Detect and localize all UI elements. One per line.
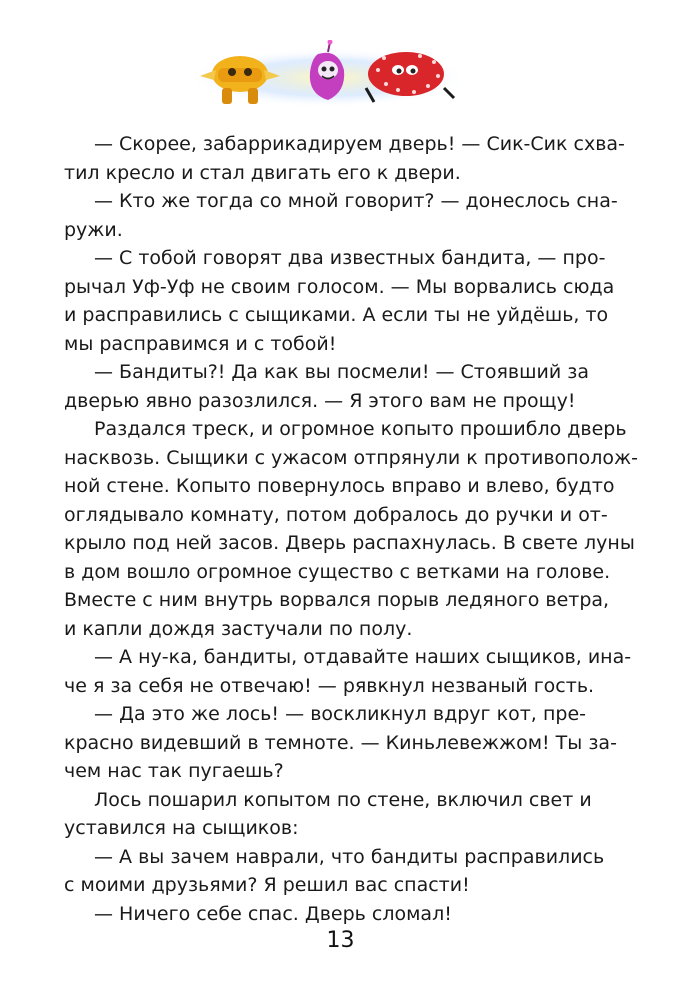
text-line: — А ну-ка, бандиты, отдавайте наших сыщиков, ина-	[94, 646, 632, 668]
text-line: дверью явно разозлился. — Я этого вам не прощу!	[64, 389, 576, 412]
text-line: и капли дождя застучали по полу.	[64, 617, 413, 640]
text-line: красно видевший в темноте. — Киньлевежжом! Ты за-	[64, 731, 617, 754]
text-line: че я за себя не отвечаю! — рявкнул незваный гость.	[64, 674, 595, 697]
text-line: — А вы зачем наврали, что бандиты расправились	[94, 845, 605, 868]
text-line: — Ничего себе спас. Дверь сломал!	[94, 902, 452, 925]
text-line: мы расправимся и с тобой!	[64, 332, 337, 355]
text-line: крыло под ней засов. Дверь распахнулась. В свете луны	[64, 532, 635, 554]
text-line: Раздался треск, и огромное копыто прошибло дверь	[94, 418, 627, 440]
text-line: тил кресло и стал двигать его к двери.	[64, 161, 461, 184]
story-text	[64, 130, 638, 928]
text-line: — Скорее, забаррикадируем дверь! — Сик-Сик схва-	[94, 133, 625, 155]
text-line: Лось пошарил копытом по стене, включил свет и	[94, 788, 592, 811]
text-line: ружи.	[64, 218, 123, 241]
text-line: и расправились с сыщиками. А если ты не уйдёшь, то	[64, 304, 609, 326]
cartoon-characters-illustration-icon	[188, 40, 468, 112]
text-line: рычал Уф-Уф не своим голосом. — Мы ворвались сюда	[64, 275, 615, 298]
page-number: 13	[326, 928, 355, 953]
text-line: с моими друзьями? Я решил вас спасти!	[64, 874, 470, 896]
text-line: оглядывало комнату, потом добралось до ручки и от-	[64, 503, 608, 526]
text-line: ной стене. Копыто повернулось вправо и влево, будто	[64, 475, 615, 497]
text-line: — Бандиты?! Да как вы посмели! — Стоявший за	[94, 361, 589, 383]
text-line: в дом вошло огромное существо с ветками на голове.	[64, 560, 611, 583]
text-line: — Кто же тогда со мной говорит? — донеслось сна-	[94, 190, 618, 212]
text-line: уставился на сыщиков:	[64, 817, 299, 839]
text-line: Вместе с ним внутрь ворвался порыв ледяного ветра,	[64, 589, 610, 611]
text-line: чем нас так пугаешь?	[64, 760, 284, 782]
text-line: — Да это же лось! — воскликнул вдруг кот, пре-	[94, 703, 586, 725]
text-line: насквозь. Сыщики с ужасом отпрянули к противополож-	[64, 446, 638, 469]
text-line: — С тобой говорят два известных бандита, — про-	[94, 247, 606, 269]
